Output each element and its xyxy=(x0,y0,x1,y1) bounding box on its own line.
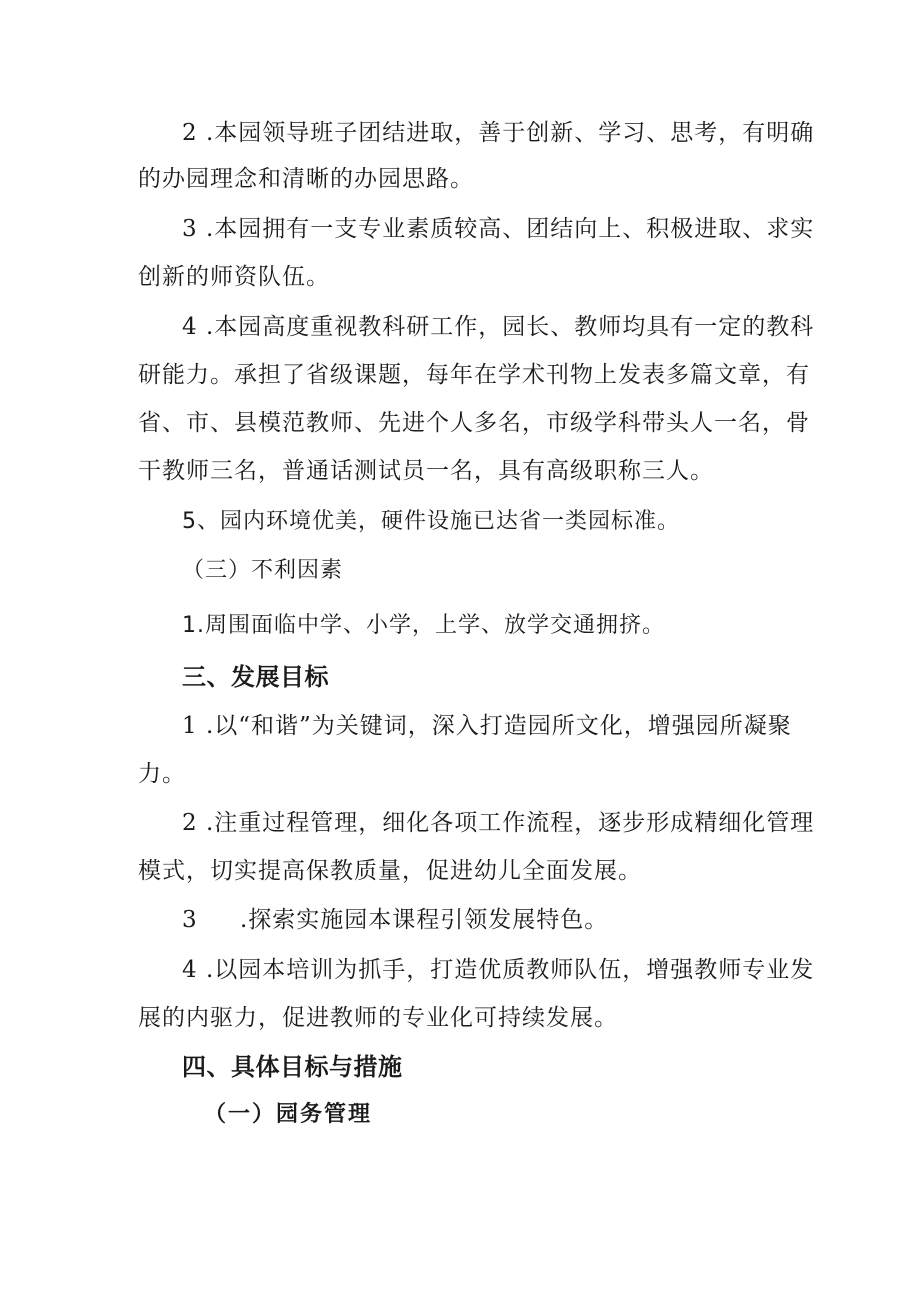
paragraph-2-line-1: 2 .本园领导班子团结进取，善于创新、学习、思考，有明确 xyxy=(182,120,815,146)
section-3-heading: 三、发展目标 xyxy=(182,663,329,691)
goal-4-line-2: 展的内驱力，促进教师的专业化可持续发展。 xyxy=(138,1005,618,1031)
section-unfavorable-heading: （三）不利因素 xyxy=(182,558,344,583)
goal-4-line-1: 4 .以园本培训为抓手，打造优质教师队伍，增强教师专业发 xyxy=(182,957,815,983)
paragraph-4-line-2: 研能力。承担了省级课题，每年在学术刊物上发表多篇文章，有 xyxy=(138,362,810,388)
goal-3-text: .探索实施园本课程引领发展特色。 xyxy=(240,907,609,933)
goal-2-line-1: 2 .注重过程管理，细化各项工作流程，逐步形成精细化管理 xyxy=(182,810,815,836)
goal-1-line-2: 力。 xyxy=(138,761,186,787)
paragraph-4-line-3: 省、市、县模范教师、先进个人多名，市级学科带头人一名，骨 xyxy=(138,410,810,436)
paragraph-3-line-1: 3 .本园拥有一支专业素质较高、团结向上、积极进取、求实 xyxy=(182,216,815,242)
paragraph-3-line-2: 创新的师资队伍。 xyxy=(138,264,330,290)
subsection-1-heading: （一）园务管理 xyxy=(204,1102,373,1127)
goal-1-line-1: 1 .以“和谐”为关键词，深入打造园所文化，增强园所凝聚 xyxy=(182,713,792,739)
paragraph-5: 5、园内环境优美，硬件设施已达省一类园标准。 xyxy=(182,509,680,534)
paragraph-4-line-1: 4 .本园高度重视教科研工作，园长、教师均具有一定的教科 xyxy=(182,314,815,340)
unfavorable-item-1: 1.周围面临中学、小学，上学、放学交通拥挤。 xyxy=(182,613,665,638)
goal-3-number: 3 xyxy=(182,907,198,933)
section-4-heading: 四、具体目标与措施 xyxy=(182,1053,403,1081)
paragraph-2-line-2: 的办园理念和清晰的办园思路。 xyxy=(138,166,474,192)
paragraph-4-line-4: 干教师三名，普通话测试员一名，具有高级职称三人。 xyxy=(138,458,714,484)
goal-2-line-2: 模式，切实提高保教质量，促进幼儿全面发展。 xyxy=(138,858,642,884)
